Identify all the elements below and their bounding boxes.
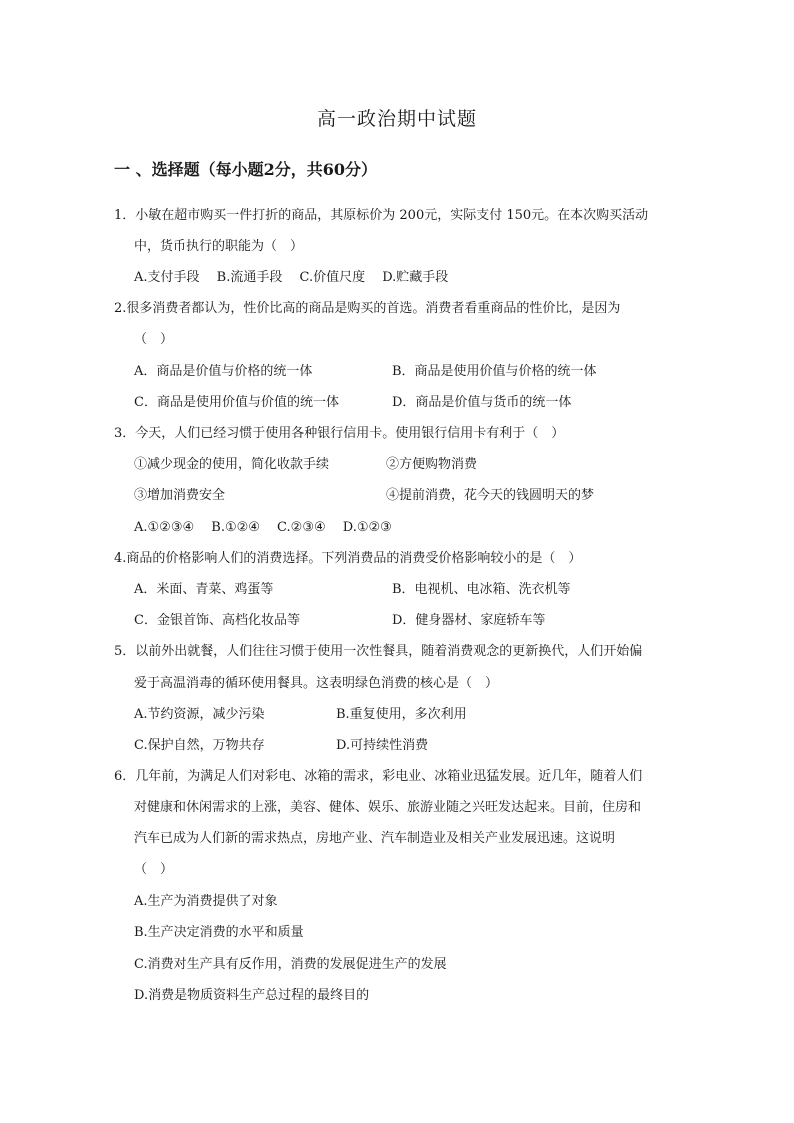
question-2-line-1: 2.很多消费者都认为，性价比高的商品是购买的首选。消费者看重商品的性价比，是因为	[114, 301, 621, 316]
question-3-options: A.①②③④ B.①②④ C.②③④ D.①②③	[134, 520, 392, 535]
question-2-option-d: D．商品是价值与货币的统一体	[392, 395, 572, 410]
question-6-option-a: A.生产为消费提供了对象	[134, 894, 278, 909]
question-6-option-d: D.消费是物质资料生产总过程的最终目的	[134, 988, 370, 1003]
question-2-option-b: B．商品是使用价值与价格的统一体	[392, 364, 597, 379]
question-2-line-2: （ ）	[134, 332, 174, 347]
question-3-line-1: 3．今天，人们已经习惯于使用各种银行信用卡。使用银行信用卡有利于（ ）	[114, 426, 565, 441]
page-title: 高一政治期中试题	[316, 108, 477, 130]
question-4-option-d: D．健身器材、家庭轿车等	[392, 613, 546, 628]
question-1-options: A.支付手段 B.流通手段 C.价值尺度 D.贮藏手段	[134, 270, 449, 285]
question-5-option-c: C.保护自然，万物共存	[134, 738, 265, 753]
question-6-line-4: （ ）	[134, 862, 174, 877]
question-5-option-a: A.节约资源，减少污染	[134, 707, 265, 722]
question-2-option-c: C．商品是使用价值与价值的统一体	[134, 395, 339, 410]
section-heading: 一 、选择题（每小题2分，共60分）	[114, 160, 377, 179]
question-6-line-1: 6．几年前，为满足人们对彩电、冰箱的需求，彩电业、冰箱业迅猛发展。近几年，随着人们	[114, 769, 643, 784]
question-4-line-1: 4.商品的价格影响人们的消费选择。下列消费品的消费受价格影响较小的是（ ）	[114, 551, 582, 566]
question-3-statement-1: ①减少现金的使用，简化收款手续	[134, 457, 330, 472]
question-5-line-2: 爱于高温消毒的循环使用餐具。这表明绿色消费的核心是（ ）	[134, 676, 499, 691]
question-5-option-b: B.重复使用，多次利用	[336, 707, 467, 722]
question-5-line-1: 5．以前外出就餐，人们往往习惯于使用一次性餐具，随着消费观念的更新换代，人们开始偏	[114, 644, 643, 659]
question-4-option-a: A．米面、青菜、鸡蛋等	[134, 582, 274, 597]
question-6-line-3: 汽车已成为人们新的需求热点，房地产业、汽车制造业及相关产业发展迅速。这说明	[134, 831, 616, 846]
question-3-statement-2: ②方便购物消费	[386, 457, 478, 472]
question-6-line-2: 对健康和休闲需求的上涨，美容、健体、娱乐、旅游业随之兴旺发达起来。目前，住房和	[134, 800, 642, 815]
question-6-option-c: C.消费对生产具有反作用，消费的发展促进生产的发展	[134, 957, 447, 972]
question-5-option-d: D.可持续性消费	[336, 738, 429, 753]
question-3-statement-3: ③增加消费安全	[134, 488, 226, 503]
question-1-line-2: 中，货币执行的职能为（ ）	[134, 239, 304, 254]
question-6-option-b: B.生产决定消费的水平和质量	[134, 925, 304, 940]
question-2-option-a: A．商品是价值与价格的统一体	[134, 364, 313, 379]
question-4-option-b: B．电视机、电冰箱、洗衣机等	[392, 582, 571, 597]
question-3-statement-4: ④提前消费，花今天的钱圆明天的梦	[386, 488, 595, 503]
question-1-line-1: 1．小敏在超市购买一件打折的商品，其原标价为 200元，实际支付 150元。在本次购买活动	[114, 208, 649, 223]
question-4-option-c: C．金银首饰、高档化妆品等	[134, 613, 300, 628]
